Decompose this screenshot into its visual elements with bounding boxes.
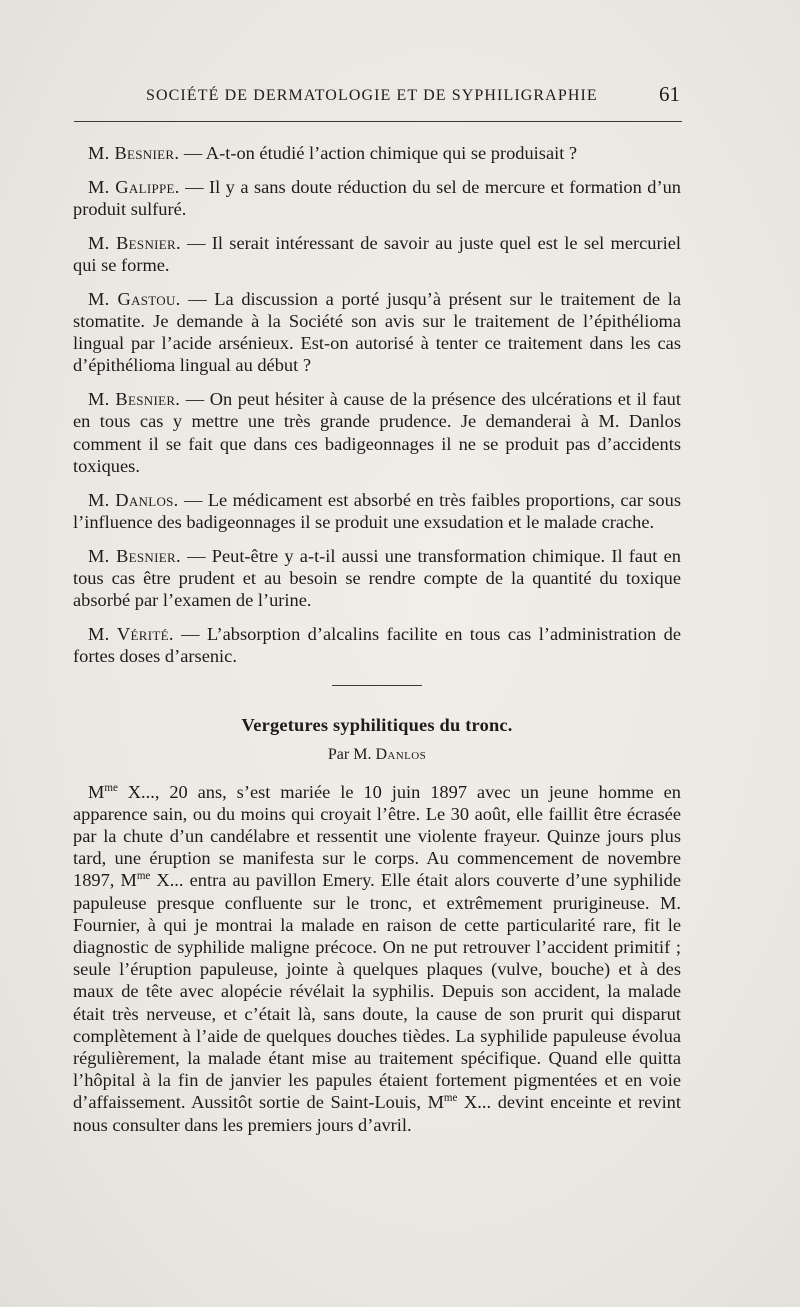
speaker-name: M. Besnier. [88, 389, 181, 410]
body-text [73, 142, 681, 1136]
discussion-paragraph [73, 288, 681, 377]
section-separator [332, 685, 422, 686]
discussion-paragraph [73, 232, 681, 276]
speaker-name: M. Vérité. [88, 623, 174, 644]
article-author [73, 744, 681, 766]
speech-text: — Il serait intéressant de savoir au juste quel est le sel mercuriel qui se forme. [73, 232, 681, 275]
discussion-paragraph [73, 142, 681, 164]
speaker-name: M. Galippe. [88, 176, 180, 197]
discussion-paragraph [73, 545, 681, 612]
discussion-paragraph [73, 176, 681, 220]
paragraph-text: X... devint enceinte et revint nous consulter dans les premiers jours d’avril. [73, 1092, 681, 1135]
salutation: $M^{me}$ [427, 1092, 458, 1113]
speech-text: — A-t-on étudié l’action chimique qui se produisait ? [183, 143, 578, 163]
page-header [74, 82, 686, 108]
speech-text: — L’absorption d’alcalins facilite en tous cas l’administration de fortes doses d’arsenic. [73, 623, 681, 667]
speaker-name: M. Gastou. [88, 288, 181, 309]
article-title: Vergetures syphilitiques du tronc. [241, 715, 513, 736]
page-number: 61 [659, 82, 680, 106]
running-title: SOCIÉTÉ DE DERMATOLOGIE ET DE SYPHILIGRAPHIE [146, 87, 598, 104]
speech-text: — On peut hésiter à cause de la présence des ulcérations et il faut en tous cas y mettre une très grande prudence. Je demanderai à M. Danlos comment il se fait que dans ces badigeonnages il ne se produit pas d’accidents toxiques. [73, 389, 681, 476]
discussion-paragraph [73, 388, 681, 477]
speaker-name: M. Besnier. [88, 143, 180, 163]
author-prefix: Par M. [327, 746, 372, 764]
speaker-name: M. Besnier. [88, 545, 181, 566]
article-paragraph [73, 781, 681, 1136]
speech-text: — La discussion a porté jusqu’à présent sur le traitement de la stomatite. Je demande à la Société son avis sur le traitement de l’épithélioma lingual par l’acide arsénieux. Est-on autorisé à tenter ce traitement dans les cas d’épithélioma lingual au début ? [73, 288, 681, 376]
header-rule [74, 121, 682, 122]
discussion-paragraph [73, 489, 681, 533]
speech-text: — Il y a sans doute réduction du sel de mercure et formation d’un produit sulfuré. [73, 176, 681, 219]
salutation: $M^{me}$ [88, 781, 118, 802]
paragraph-text: X... entra au pavillon Emery. Elle était alors couverte d’une syphilide papuleuse presque confluente sur le tronc, et extrêmement prurigineuse. M. Fournier, à qui je montrai la malade en raison de cette particularité rare, fit le diagnostic de syphilide maligne précoce. On ne put retrouver l’accident primitif ; seule l’éruption papuleuse, jointe à quelques plaques (vulve, bouche) et à des maux de tête avec alopécie révélait la syphilis. Depuis son accident, la malade était très nerveuse, et c’était là, sans doute, la cause de son prurit qui disparut complètement à l’aide de quelques douches tièdes. La syphilide papuleuse évolua régulièrement, la malade étant mise au traitement spécifique. Quand elle quitta l’hôpital à la fin de janvier les papules étaient fortement pigmentées et en voie d’affaissement. Aussitôt sortie de Saint-Louis, [73, 870, 681, 1113]
speaker-name: M. Besnier. [88, 232, 181, 253]
speech-text: — Peut-être y a-t-il aussi une transformation chimique. Il faut en tous cas être prudent et au besoin se rendre compte de la quantité du toxique absorbé par l’examen de l’urine. [73, 545, 681, 611]
salutation: $M^{me}$ [120, 870, 151, 891]
discussion-paragraph [73, 623, 681, 667]
speech-text: — Le médicament est absorbé en très faibles proportions, car sous l’influence des badigeonnages il se produit une exsudation et le malade crache. [73, 489, 681, 532]
author-name: Danlos [375, 746, 427, 764]
paragraph-text: X..., 20 ans, s’est mariée le 10 juin 1897 avec un jeune homme en apparence sain, ou du moins qui croyait l’être. Le 30 août, elle faillit être écrasée par la chute d’un candélabre et ressentit une violente frayeur. Quinze jours plus tard, une éruption se manifesta sur le corps. Au commencement de novembre 1897, [73, 781, 681, 891]
speaker-name: M. Danlos. [88, 489, 179, 510]
